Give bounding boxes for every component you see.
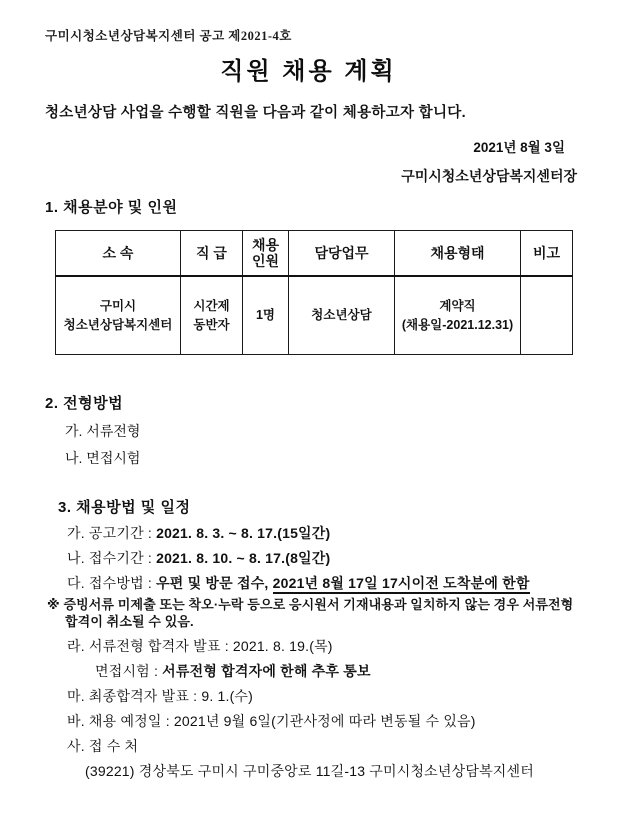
schedule-submission-office: 사. 접 수 처 (67, 738, 139, 754)
section2-items (65, 423, 617, 467)
schedule-hire-date: 바. 채용 예정일 : 2021년 9월 6일(기관사정에 따라 변동될 수 있음) (67, 713, 476, 729)
cell-count: 1명 (243, 276, 289, 355)
announcement-period-value: 2021. 8. 3. ~ 8. 17.(15일간) (156, 525, 331, 541)
signer-title: 구미시청소년상담복지센터장 (401, 168, 577, 184)
recruitment-table (55, 230, 573, 355)
document-title: 직원 채용 계획 (220, 58, 397, 85)
table-header-row (56, 231, 573, 277)
submission-address: (39221) 경상북도 구미시 구미중앙로 11길-13 구미시청소년상담복지센터 (85, 763, 534, 779)
affiliation-line2: 청소년상담복지센터 (63, 317, 173, 332)
table-row (56, 276, 573, 355)
cell-remarks (521, 276, 573, 355)
section3-items (47, 525, 587, 780)
header-count-line1: 채용 (251, 236, 280, 253)
cell-duty: 청소년상담 (289, 276, 395, 355)
position-line2: 동반자 (193, 317, 230, 332)
header-employment-type: 채용형태 (395, 231, 521, 277)
schedule-document-result: 라. 서류전형 합격자 발표 : 2021. 8. 19.(목) (67, 638, 333, 654)
announcement-number: 구미시청소년상담복지센터 공고 제2021-4호 (45, 29, 292, 43)
application-method-label: 다. 접수방법 : (67, 575, 157, 591)
cell-employment-type (395, 276, 521, 355)
header-position: 직 급 (181, 231, 243, 277)
application-method-value: 우편 및 방문 접수, (156, 575, 273, 591)
header-duty: 담당업무 (289, 231, 395, 277)
employment-type-line2: (채용일-2021.12.31) (401, 317, 514, 332)
section2-heading: 2. 전형방법 (45, 395, 124, 412)
application-period-value: 2021. 8. 10. ~ 8. 17.(8일간) (156, 550, 331, 566)
announcement-date: 2021년 8월 3일 (473, 140, 565, 155)
caution-note-line2: 합격이 취소될 수 있음. (65, 614, 194, 629)
intro-paragraph: 청소년상담 사업을 수행할 직원을 다음과 같이 체용하고자 합니다. (45, 105, 466, 121)
schedule-application-method (67, 575, 587, 592)
header-affiliation: 소 속 (56, 231, 181, 277)
caution-note (47, 596, 587, 630)
caution-note-line1: ※ 증빙서류 미제출 또는 착오·누락 등으로 응시원서 기재내용과 일치하지 않는 경우 서류전형 (47, 597, 574, 612)
application-period-label: 나. 접수기간 : (67, 550, 157, 566)
selection-item-interview: 나. 면접시험 (65, 450, 141, 466)
interview-label: 면접시험 : (95, 663, 163, 679)
section1-heading: 1. 채용분야 및 인원 (45, 199, 178, 216)
header-count-line2: 인원 (251, 253, 280, 269)
announcement-period-label: 가. 공고기간 : (67, 525, 157, 541)
schedule-application-period (67, 550, 587, 567)
interview-value: 서류전형 합격자에 한해 추후 통보 (162, 663, 371, 679)
schedule-final-result: 마. 최종합격자 발표 : 9. 1.(수) (67, 688, 254, 704)
header-remarks: 비고 (521, 231, 573, 277)
section3-heading: 3. 채용방법 및 일정 (58, 499, 191, 516)
affiliation-line1: 구미시 (99, 298, 137, 313)
cell-affiliation (56, 276, 181, 355)
position-line1: 시간제 (193, 298, 230, 313)
application-deadline-underlined: 2021년 8월 17일 17시이전 도착분에 한함 (273, 575, 530, 594)
schedule-interview-notice (95, 663, 587, 680)
header-count (243, 231, 289, 277)
schedule-announcement-period (67, 525, 587, 542)
employment-type-line1: 계약직 (439, 298, 476, 313)
cell-position (181, 276, 243, 355)
selection-item-documents: 가. 서류전형 (65, 423, 141, 439)
